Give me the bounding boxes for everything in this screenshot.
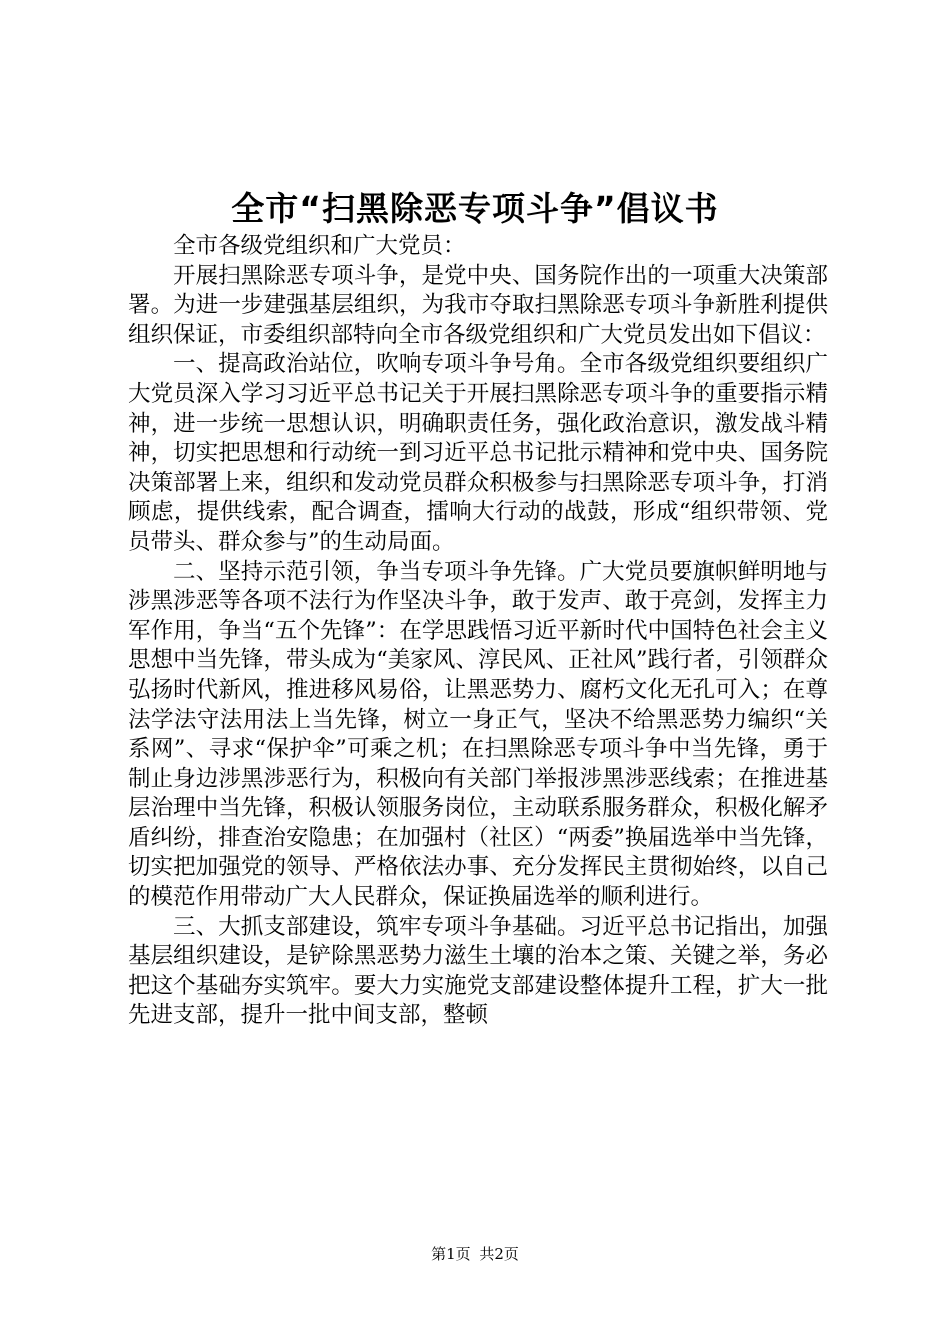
page-footer: [0, 1244, 950, 1264]
document-body: [128, 232, 828, 1031]
document-title: 全市“扫黑除恶专项斗争”倡议书: [231, 189, 719, 228]
paragraph-section-3: 三、大抓支部建设，筑牢专项斗争基础。习近平总书记指出，加强基层组织建设，是铲除黑恶势力滋生土壤的治本之策、关键之举，务必把这个基础夯实筑牢。要大力实施党支部建设整体提升工程，扩大一批先进支部，提升一批中间支部，整顿: [128, 913, 828, 1029]
paragraph-section-1: 一、提高政治站位，吹响专项斗争号角。全市各级党组织要组织广大党员深入学习习近平总书记关于开展扫黑除恶专项斗争的重要指示精神，进一步统一思想认识，明确职责任务，强化政治意识，激发战斗精神，切实把思想和行动统一到习近平总书记批示精神和党中央、国务院决策部署上来，组织和发动党员群众积极参与扫黑除恶专项斗争，打消顾虑，提供线索，配合调查，擂响大行动的战鼓，形成“组织带领、党员带头、群众参与”的生动局面。: [128, 351, 828, 555]
paragraph-section-2: 二、坚持示范引领，争当专项斗争先锋。广大党员要旗帜鲜明地与涉黑涉恶等各项不法行为作坚决斗争，敢于发声、敢于亮剑，发挥主力军作用，争当“五个先锋”：在学思践悟习近平新时代中国特色社会主义思想中当先锋，带头成为“美家风、淳民风、正社风”践行者，引领群众弘扬时代新风，推进移风易俗，让黑恶势力、腐朽文化无孔可入；在尊法学法守法用法上当先锋，树立一身正气，坚决不给黑恶势力编织“关系网”、寻求“保护伞”可乘之机；在扫黑除恶专项斗争中当先锋，勇于制止身边涉黑涉恶行为，积极向有关部门举报涉黑涉恶线索；在推进基层治理中当先锋，积极认领服务岗位，主动联系服务群众，积极化解矛盾纠纷，排查治安隐患；在加强村（社区）“两委”换届选举中当先锋，切实把加强党的领导、严格依法办事、充分发挥民主贯彻始终，以自己的模范作用带动广大人民群众，保证换届选举的顺利进行。: [128, 558, 828, 911]
page-total: 共2页: [479, 1245, 519, 1263]
page-number: 第1页: [431, 1245, 471, 1263]
paragraph-intro: 开展扫黑除恶专项斗争，是党中央、国务院作出的一项重大决策部署。为进一步建强基层组织，为我市夺取扫黑除恶专项斗争新胜利提供组织保证，市委组织部特向全市各级党组织和广大党员发出如下倡议：: [128, 262, 828, 348]
salutation: 全市各级党组织和广大党员：: [173, 233, 466, 259]
